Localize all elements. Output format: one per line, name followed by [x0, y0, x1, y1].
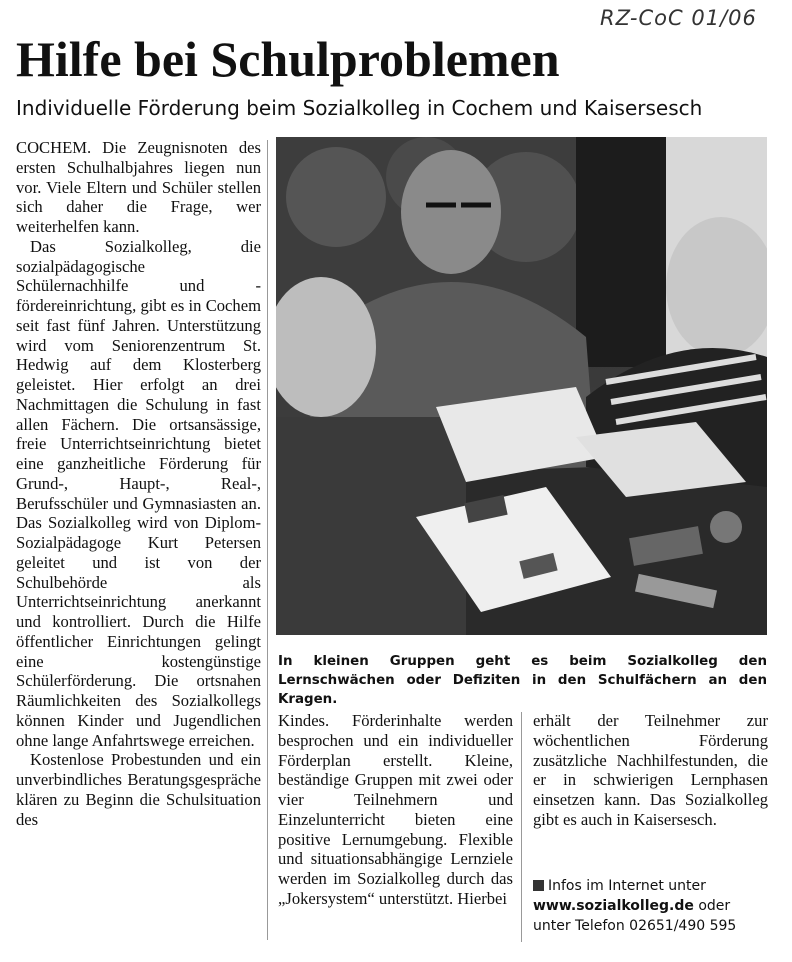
website-link[interactable]: www.sozialkolleg.de	[533, 898, 694, 914]
info-line-2	[533, 896, 768, 936]
paragraph-trial: Kostenlose Probestunden und ein unverbindliches Beratungsgespräche klären zu Beginn die Schulsituation des	[16, 750, 261, 829]
paragraph-joker: erhält der Teilnehmer zur wöchentlichen Förderung zusätzliche Nachhilfestunden, die er in schwierigen Lernphasen einsetzen kann. Das Sozialkolleg gibt es auch in Kaisersesch.	[533, 711, 768, 829]
article-column-1	[16, 138, 261, 948]
photo-caption: In kleinen Gruppen geht es beim Sozialkolleg den Lernschwächen oder Defiziten in den Schulfächern an den Kragen.	[278, 654, 767, 707]
square-bullet-icon	[533, 880, 544, 891]
paragraph-about: Das Sozialkolleg, die sozialpädagogische Schülernachhilfe und -fördereinrichtung, gibt es in Cochem seit fast fünf Jahren. Unterstützung wird vom Seniorenzentrum St. Hedwig auf dem Klosterberg geleistet. Hier erfolgt an drei Nachmittagen die Schulung in fast allen Fächern. Die ortsansässige, freie Unterrichtseinrichtung bietet eine ganzheitliche Förderung für Grund-, Haupt-, Real-, Berufsschüler und Gymnasiasten an. Das Sozialkolleg wird von Diplom-Sozialpädagoge Kurt Petersen geleitet und ist von der Schulbehörde als Unterrichtseinrichtung anerkannt und kontrolliert. Durch die Hilfe öffentlicher Einrichtungen gelingt eine kostengünstige Schülerförderung. Die ortsnahen Räumlichkeiten des Sozialkollegs können Kinder und Jugendlichen ohne lange Anfahrtswege erreichen.	[16, 236, 261, 750]
handwritten-note: RZ-CoC 01/06	[600, 6, 757, 30]
paragraph-intro: COCHEM. Die Zeugnisnoten des ersten Schulhalbjahres liegen nun vor. Viele Eltern und Schüler stellen sich daher die Frage, wer weiterhelfen kann.	[16, 138, 261, 236]
headline: Hilfe bei Schulproblemen	[16, 31, 560, 87]
info-phone-text: oder unter Telefon 02651/490 595	[533, 898, 737, 934]
info-line-1: Infos im Internet unter	[533, 876, 768, 896]
photo-scene	[276, 137, 767, 635]
paragraph-plan: Kindes. Förderinhalte werden besprochen und ein individueller Förderplan erstellt. Kleine, beständige Gruppen mit zwei oder vier Teilnehmern und Einzelunterricht bieten eine positive Lernumgebung. Flexible und situationsabhängige Lernziele werden im Sozialkolleg durch das „Jokersystem“ unterstützt. Hierbei	[278, 711, 513, 908]
subheadline: Individuelle Förderung beim Sozialkolleg in Cochem und Kaisersesch	[16, 96, 703, 120]
column-divider	[267, 140, 268, 940]
article-column-2	[278, 711, 513, 947]
article-photo	[276, 137, 767, 635]
article-column-3	[533, 711, 768, 871]
column-divider-2	[521, 712, 522, 942]
info-box	[533, 876, 768, 936]
